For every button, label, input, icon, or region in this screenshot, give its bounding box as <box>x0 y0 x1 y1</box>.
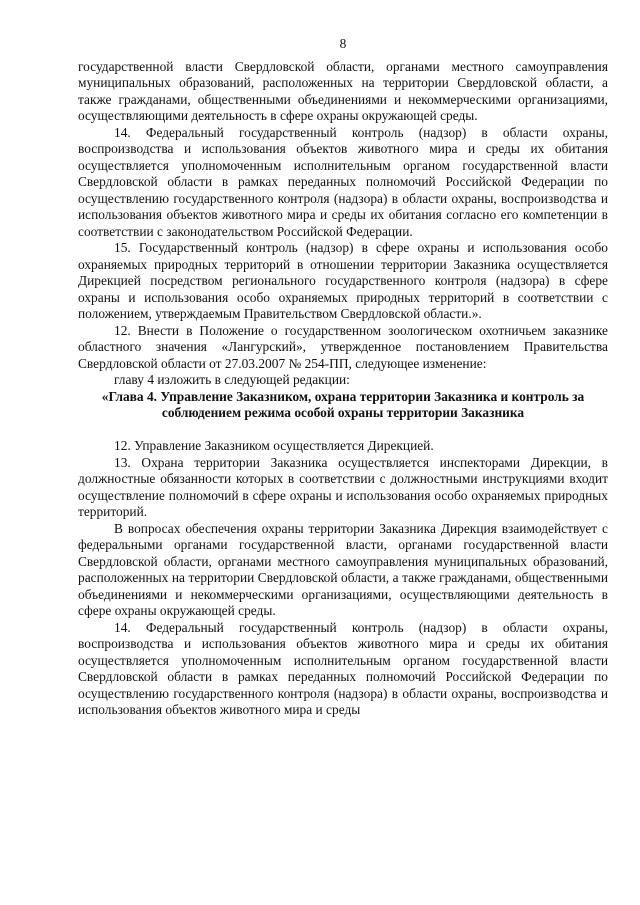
chapter-heading: «Глава 4. Управление Заказником, охрана территории Заказника и контроль за соблюдением режима особой охраны территории Заказника <box>101 388 585 420</box>
page-number: 8 <box>339 36 347 51</box>
paragraph-13-protection: 13. Охрана территории Заказника осуществляется инспекторами Дирекции, в должностные обязанности которых в соответствии с должностными инструкциями входит осуществление полномочий в сфере охраны и использования особо охраняемых природных территорий. <box>78 454 608 519</box>
paragraph-14-federal-control: 14. Федеральный государственный контроль (надзор) в области охраны, воспроизводства и использования объектов животного мира и среды их обитания осуществляется уполномоченным исполнительным органом государственной власти Свердловской области в рамках переданных полномочий Российской Федерации по осуществлению государственного контроля (надзора) в области охраны, воспроизводства и использования объектов животного мира и среды их обитания согласно его компетенции в соответствии с законодательством Российской Федерации. <box>78 124 608 239</box>
paragraph-15-state-control: 15. Государственный контроль (надзор) в сфере охраны и использования особо охраняемых природных территорий в отношении территории Заказника осуществляется Дирекцией посредством регионального государственного контроля (надзора) в сфере охраны и использования особо охраняемых природных территорий в соответствии с положением, утверждаемым Правительством Свердловской области.». <box>78 240 608 321</box>
paragraph-chapter-instruction: главу 4 изложить в следующей редакции: <box>114 372 350 387</box>
paragraph-continued: государственной власти Свердловской области, органами местного самоуправления муниципальных образований, расположенных на территории Свердловской области, а также гражданами, общественными объединениями и некоммерческими организациями, осуществляющими деятельность в сфере охраны окружающей среды. <box>78 58 608 123</box>
paragraph-12-amendment: 12. Внести в Положение о государственном зоологическом охотничьем заказнике областного значения «Лангурский», утвержденное постановлением Правительства Свердловской области от 27.03.2007 № 254-ПП, следующее изменение: <box>78 322 608 371</box>
blank-line <box>78 422 608 439</box>
paragraph-cooperation: В вопросах обеспечения охраны территории Заказника Дирекция взаимодействует с федеральными органами государственной власти, органами государственной власти Свердловской области, органами местного самоуправления муниципальных образований, расположенных на территории Свердловской области, а также гражданами, общественными объединениями и некоммерческими организациями, осуществляющими деятельность в сфере охраны окружающей среды. <box>78 520 608 618</box>
paragraph-12-management: 12. Управление Заказником осуществляется Дирекцией. <box>114 438 434 453</box>
paragraph-14-federal-control-repeat: 14. Федеральный государственный контроль (надзор) в области охраны, воспроизводства и использования объектов животного мира и среды их обитания осуществляется уполномоченным исполнительным органом государственной власти Свердловской области в рамках переданных полномочий Российской Федерации по осуществлению государственного контроля (надзора) в области охраны, воспроизводства и использования объектов животного мира и среды <box>78 619 608 717</box>
document-page <box>78 36 608 719</box>
